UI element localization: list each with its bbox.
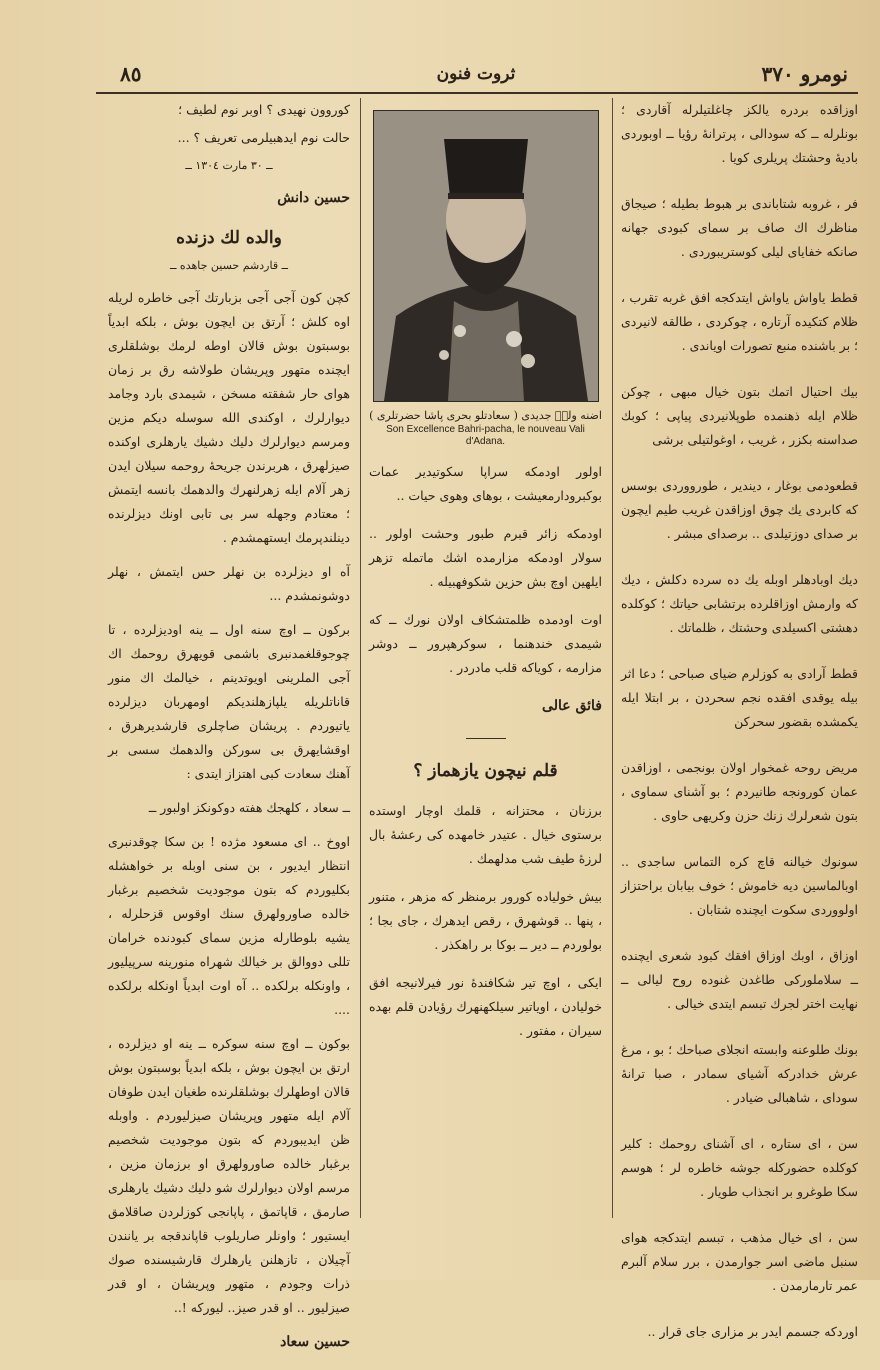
article-paragraph: آه او ديزلرده بن نهلر حس ايتمش ، نهلر دوشونمشدم ... <box>108 564 350 603</box>
poem-stanza: قطعودمی بوغار ، ديندير ، طورووردی بوسس كه كابردی يك چوق اوزاقدن غريب طيم ايچون بر صدای دوزتيلدی .. برصدای مبشر . <box>621 478 858 541</box>
author-signature: حسين دانش <box>277 190 350 206</box>
article-paragraph: كچن كون آجی آجی بزبارتك آجی خاطره لريله اوه كلش ؛ آرتق بن ايچون بوش ، بلكه ابدياً بوسبتون بوش قالان اوطه لرمك بوشلقلری ايچنده متهور وپريشان طولاشه رق بر زمان هوای حار شفقته مسخن ، شيمدی بارد وجامد ديوارلرك ، اوكندی الله سوسله ديكم مزين ومرسم ديوارلرك دليك دشيك يارهلری اوكنده صيزلهرق ، هربرندن جريحهٔ روحمه سيلان ايدن زهر آلام ايله زهرلنهرك والدهمك بانسه ايتمش ؛ معتادم وجهله سر بی تابی اونك ديزلرنده دينلندپرمك ايستهمشدم . <box>108 290 350 545</box>
portrait-photo <box>373 110 599 402</box>
poem-date: ــ ٣٠ مارت ١٣٠٤ ــ <box>185 159 273 172</box>
poem-stanza: برزنان ، محتزانه ، قلمك اوچار اوستده برستوی خيال . عتيدر خامهده كی رعشهٔ بال لرزهٔ طيف شب مدلهمك . <box>369 803 602 866</box>
poem-stanza: مريض روحه غمخوار اولان بونجمی ، اوزاقدن عمان كورونجه طانيردم ؛ بو آشنای سماوی ، بتون شعرلرك زنك حزن وكريهی حاوی . <box>621 760 858 823</box>
magazine-title: ثروت فنون <box>436 64 516 84</box>
poem-stanza: سن ، ای خيال مذهب ، تبسم ايتدكجه هوای سنبل ماضی اسر جوارمدن ، برر سلام آلبرم عمر تارمارمدن . <box>621 1230 858 1293</box>
poem-line: حالت نوم ايدهبيلرمی تعريف ؟ ... <box>177 130 350 145</box>
issue-number: نومرو ٣٧٠ <box>761 62 848 86</box>
poem-stanza: قطط ياواش ياواش ايتدكجه افق غربه تقرب ، ظلام كتكيده آرتاره ، چوكردی ، طالقه لانيردی ؛ بر باشنده منبع تصورات اوياندی . <box>621 290 858 353</box>
poem-stanza: بيك احتيال اتمك بتون خيال مبهی ، چوكن ظلام ايله ذهنمده طوپلانيردی پياپی ؛ كوبك صداسنه بكزر ، غريب ، اوغولتيلی برشی <box>621 384 858 447</box>
author-signature: حسين سعاد <box>280 1334 350 1350</box>
poem-line: كوروون نهيدی ؟ اوبر نوم لطيف ؛ <box>178 102 350 117</box>
left-column <box>100 98 358 1370</box>
poem-stanza: اوت اودمده ظلمتشكاف اولان نورك ــ كه شيمدی خندهنما ، سوكرهپرور ــ دوشر مزارمه ، كوياكه قلب مادردر . <box>369 612 602 675</box>
poem-stanza: اودمكه زائر قبرم طبور وحشت اولور .. سولار اودمكه مزارمده اشك ماتمله تزهر ايلهين اوچ بش حزين شكوفهبيله . <box>369 526 602 589</box>
article-paragraph: بوكون ــ اوچ سنه سوكره ــ ينه او ديزلرده ، ارتق بن ايچون بوش ، بلكه ابدياً بوسبتون بوش قالان اوطهلرك بوشلقلرنده طغيان ايدن طوفان آلام ايله متهور وپريشان صيزليوردم . واوبله ظن ايديبوردم كه بتون موجوديت شخصيم برغبار خالده صاورولهرق او برزمان مزين ، مرسم اولان ديوارلرك شو دليك دشيك يارهلری صارمق ، قاپاتمق ، پاپانجی كوزلردن صاقلامق ايستيور ؛ واونلر صاريلوب قاپاندقجه بر يانندن آچيلان ، تازهلنن يارهلرك قارشيسنده صوك ذرات وجودم ، متهور وپريشان ، او قدر صيزليور .. او قدر صيز.. ليوركه !.. <box>108 1036 350 1315</box>
poem-stanza: بيش خولياده كورور برمنظر كه مزهر ، متنور ، پنها .. قوشهرق ، رقص ايدهرك ، جای بجا ؛ بولوردم ــ دير ــ بوكا بر راهكذر . <box>369 889 602 952</box>
portrait-caption: اضنه ولی٘ جديدی ( سعادتلو بحری پاشا حضرتلری ) <box>369 409 602 422</box>
article-title: والده لك دزنده <box>176 228 282 248</box>
poem-stanza: سونوك خيالنه قاچ كره التماس ساجدی .. اوبالماسين ديه خاموش ؛ خوف بيابان براحتزاز اولووردی سكوت ايچنده شتابان . <box>621 854 858 917</box>
portrait-illustration <box>374 111 598 401</box>
poem-title: قلم نيچون يازهماز ؟ <box>413 761 558 781</box>
portrait-caption-french: Son Excellence Bahri-pacha, le nouveau Vali d'Adana. <box>386 424 585 447</box>
poem-stanza: قطط آرادی به كوزلرم ضيای صباحی ؛ دعا اثر بيله يوقدی افقده نجم سحردن ، بر ابتلا ايله يكمشده بقضور سحركن <box>621 666 858 729</box>
poem-stanza: بونك طلوعنه وابسته انجلای صباحك ؛ بو ، مرغ عرش خدادركه آشيای سمادر ، صبا ترانهٔ سودای ، شاهبالی ضيادر . <box>621 1042 858 1105</box>
author-signature: فائق عالی <box>542 698 602 714</box>
poem-stanza: اوردكه جسمم ايدر بر مزاری جای قرار .. <box>647 1324 858 1339</box>
article-paragraph: بركون ــ اوچ سنه اول ــ ينه اوديزلرده ، تا چوجوقلغمدنبری باشمی قويهرق روحمك اك آجی الملرينی اويوتدينم ، خيالمك اك منور قاناتلريله يلپازهلنديكم اومهربان ديزلرده ياتيوردم . پريشان صاچلری قارشديرهرق ، اوقشايهرق بی سوركن والدهمك سسی بر آهنك سعادت كبی اهتزاز ايتدی : <box>108 622 350 781</box>
poem-stanza: ديك اوبادهلر اوبله يك ده سرده دكلش ، ديك كه وارمش اوزاقلرده برتشابی حياتك ؛ كوكلده دهشتی اكسيلدی وحشتك ، ظلماتك . <box>621 572 858 635</box>
right-column <box>612 98 858 1339</box>
poem-stanza: اولور اودمكه سراپا سكوتيدير عمات بوكبرودارمعيشت ، بوهای وهوی حيات .. <box>369 464 602 503</box>
poem-stanza: اوزاق ، اوبك اوزاق افقك كبود شعری ايچنده ــ سلاملوركی طاغدن غنوده روح ليالی ــ نهايت اختر لجرك تبسم ايتدی خيالی . <box>621 948 858 1011</box>
poem-stanza: فر ، غروبه شتاباندی بر هبوط بطيله ؛ صيجاق مناظرك اك صاف بر سمای كبودی جهانه صانكه خفايای ليلی كوستريبوردی . <box>621 196 858 259</box>
page-number: ٨٥ <box>120 62 142 86</box>
poem-stanza: ايكی ، اوچ تير شكافندهٔ نور فيرلانيجه افق خوليادن ، اوياتير سيلكهنهرك رؤيادن قلم بهده سيران ، مفتور . <box>369 975 602 1038</box>
article-byline: ــ قاردشم حسين جاهده ــ <box>169 259 289 272</box>
page-header <box>96 60 858 94</box>
article-paragraph: ــ سعاد ، كلهجك هفته دوكونكز اولبور ــ <box>148 800 350 815</box>
article-paragraph: اووخ .. ای مسعود مژده ! بن سكا چوقدنبری انتظار ايديور ، بن سنی اوبله بر خواهشله بكليوردم كه بتون موجوديت شخصيم برغبار خالده صاورولهرق سنك اوقوس قزحلرله ، يشيه بلوطارله مزين سمای كبودنده خرامان تللی دووالق بر خيالك شهراه منورينه سرپيليور ، واونكله برلكده .. آه اوت ابدياً اونكله برلكده .... <box>108 834 350 1017</box>
middle-column <box>360 98 610 1218</box>
poem-stanza: سن ، ای ستاره ، ای آشنای روحمك : كلير كوكلده حضوركله جوشه خاطره لر ؛ هوسم سكا طوغرو بر انجذاب طويار . <box>621 1136 858 1199</box>
divider <box>466 738 506 739</box>
poem-stanza: اوزاقده بردره يالكز چاغلتيلرله آقاردی ؛ بونلرله ــ كه سودالی ، پرترانهٔ رؤيا ــ اوبوردی باديهٔ وحشتك پريلری كويا . <box>621 102 858 165</box>
